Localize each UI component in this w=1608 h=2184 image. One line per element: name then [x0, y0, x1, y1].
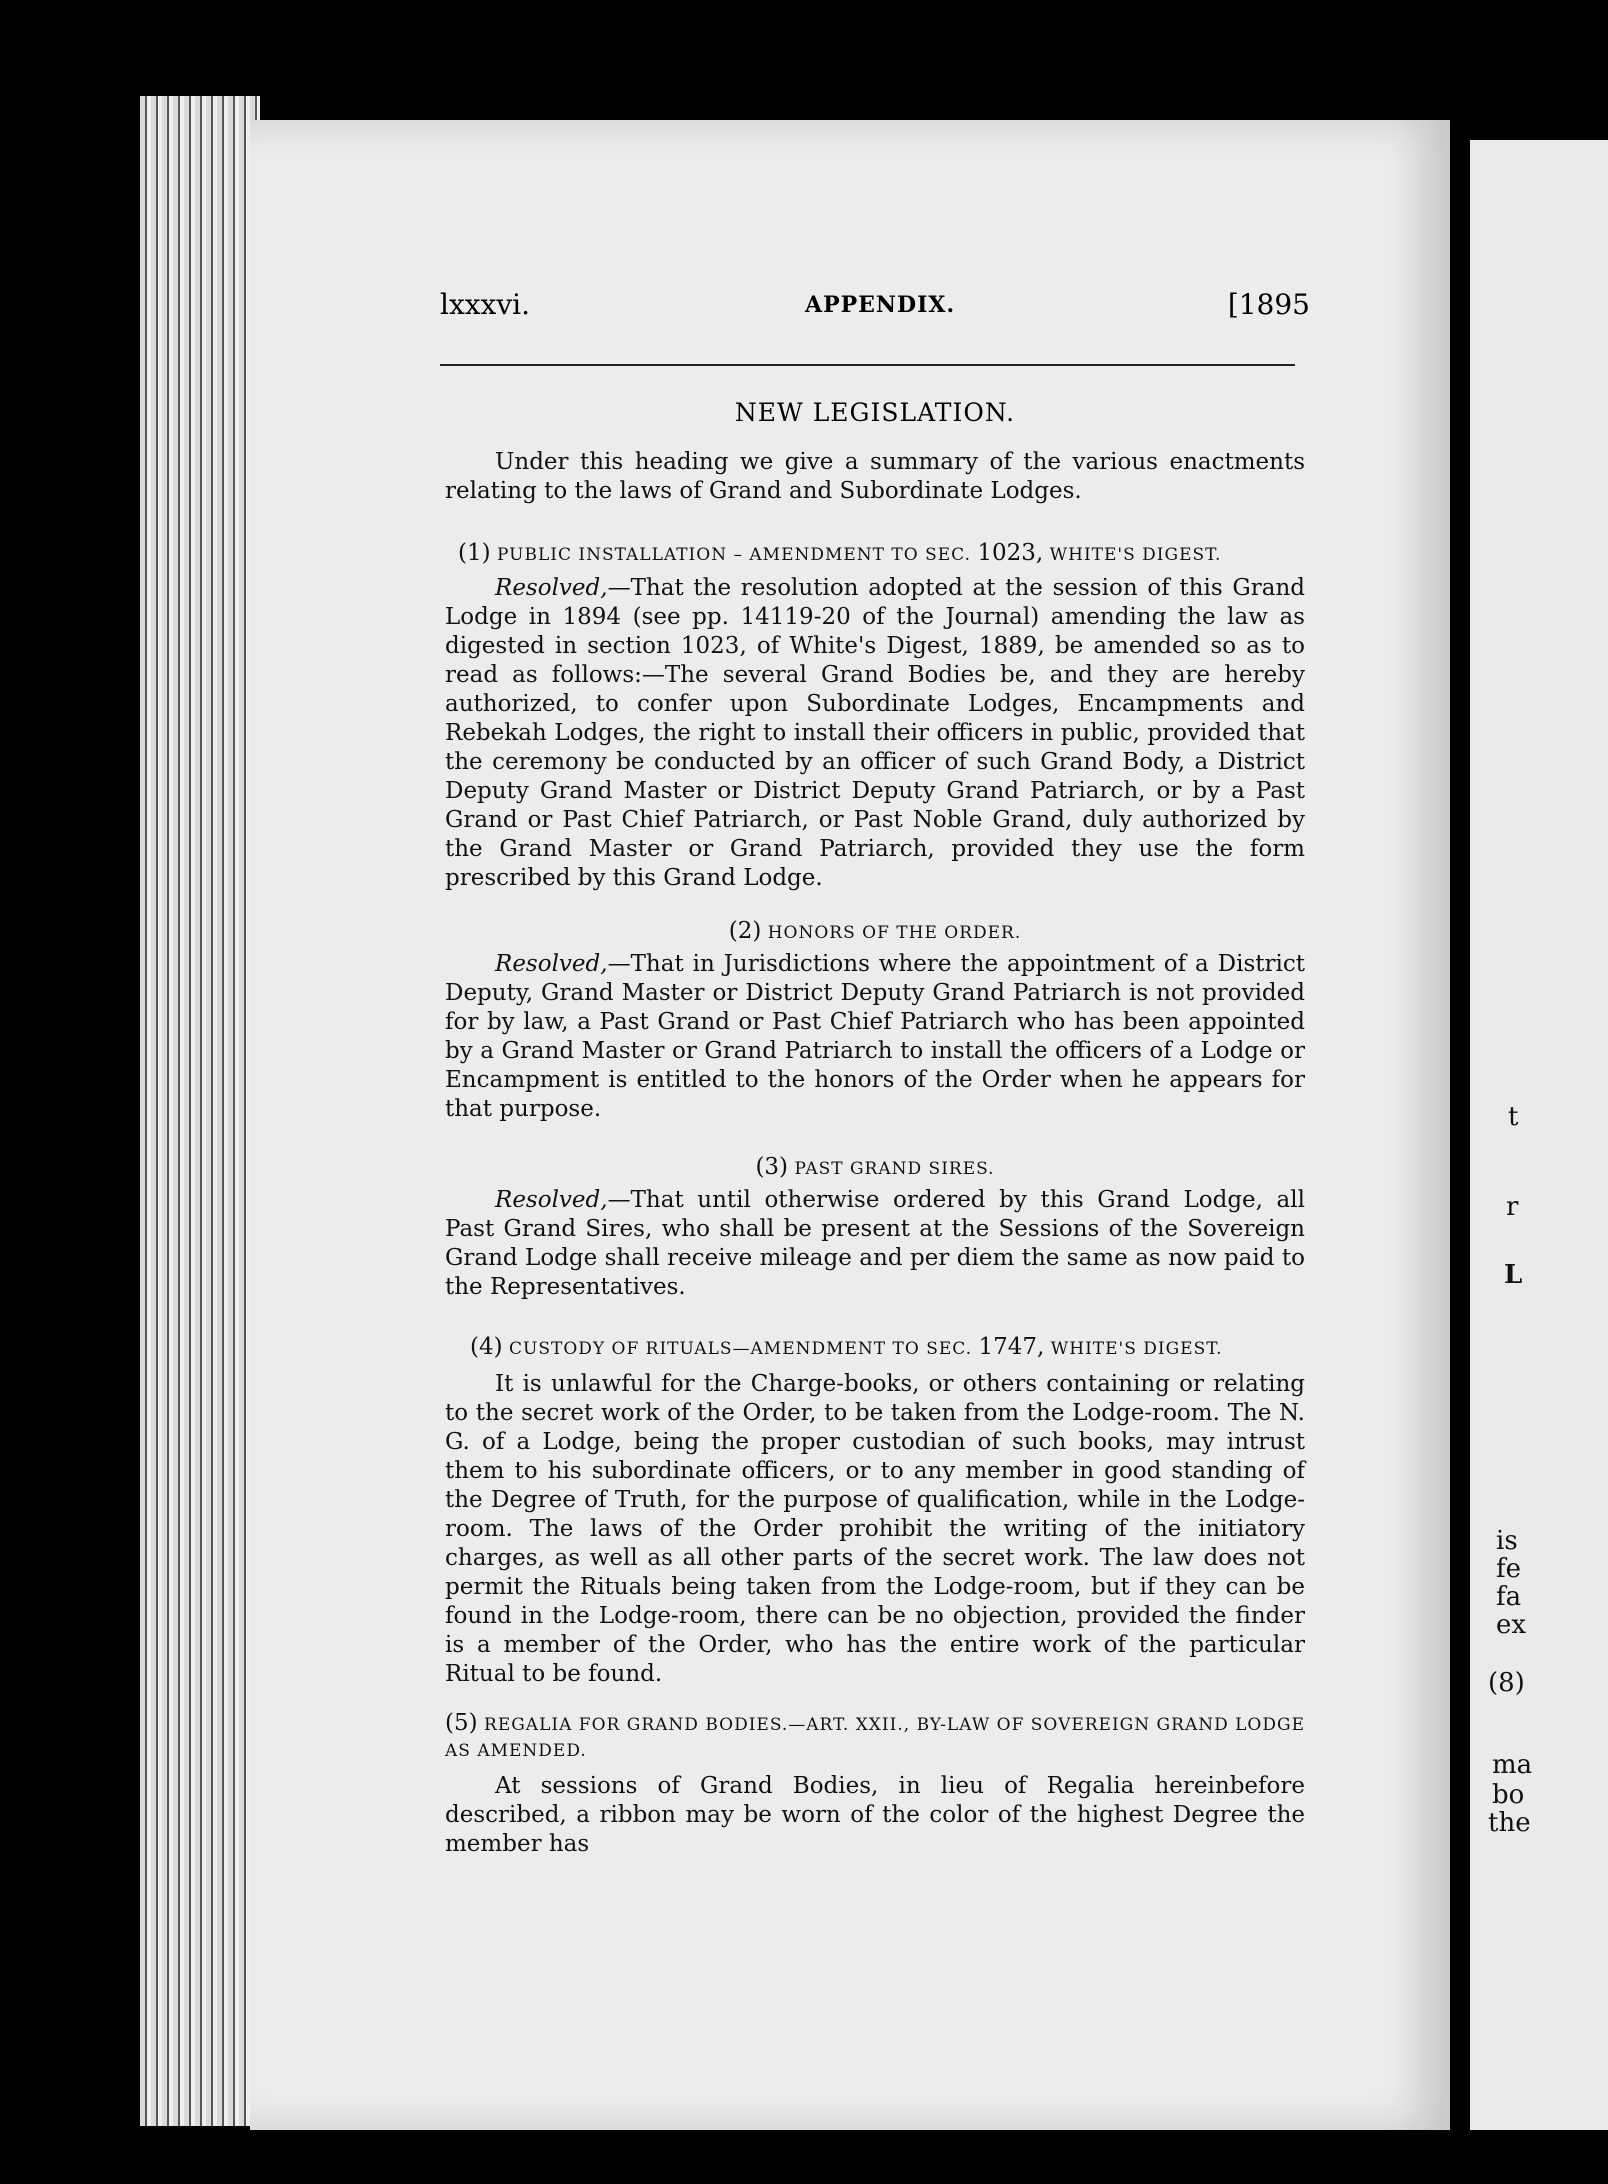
section-heading-5: (5) REGALIA FOR GRAND BODIES.—ART. XXII., BY-LAW OF SOVEREIGN GRAND LODGE AS AMENDED.: [445, 1710, 1305, 1761]
section-heading-2: (2) HONORS OF THE ORDER.: [728, 918, 1022, 944]
facing-page-fragment: bo: [1492, 1780, 1525, 1810]
facing-page-fragment: ex: [1496, 1610, 1527, 1640]
facing-page-fragment: (8): [1488, 1668, 1525, 1698]
facing-page-fragment: r: [1506, 1192, 1519, 1222]
facing-page-fragment: t: [1508, 1102, 1519, 1132]
section-paragraph-1: Resolved,—That the resolution adopted at the session of this Grand Lodge in 1894 (see pp. 14119-20 of the Journal) amending the law as digested in section 1023, of White's Digest, 1889, be amended so as to read as follows:—The several Grand Bodies be, and they are hereby authorized, to confer upon Subordinate Lodges, Encampments and Rebekah Lodges, the right to install their officers in public, provided that the ceremony be conducted by an officer of such Grand Body, a District Deputy Grand Master or District Deputy Grand Patriarch, or by a Past Grand or Past Chief Patriarch, or Past Noble Grand, duly authorized by the Grand Master or Grand Patriarch, provided they use the form prescribed by this Grand Lodge.: [445, 575, 1305, 891]
running-title: APPENDIX.: [805, 292, 956, 318]
facing-page-fragment: fe: [1496, 1554, 1522, 1584]
page-title: NEW LEGISLATION.: [734, 398, 1016, 427]
page-edges: [140, 96, 260, 2126]
facing-page-fragment: ma: [1492, 1750, 1533, 1780]
section-heading-1: (1) PUBLIC INSTALLATION – AMENDMENT TO SEC. 1023, WHITE'S DIGEST.: [458, 540, 1222, 566]
section-paragraph-2: Resolved,—That in Jurisdictions where the appointment of a District Deputy, Grand Master or District Deputy Grand Patriarch is not provided for by law, a Past Grand or Past Chief Patriarch who has been appointed by a Grand Master or Grand Patriarch to install the officers of a Lodge or Encampment is entitled to the honors of the Order when he appears for that purpose.: [445, 951, 1305, 1122]
intro-paragraph: Under this heading we give a summary of the various enactments relating to the laws of Grand and Subordinate Lodges.: [445, 449, 1305, 504]
section-paragraph-3: Resolved,—That until otherwise ordered by this Grand Lodge, all Past Grand Sires, who shall be present at the Sessions of the Sovereign Grand Lodge shall receive mileage and per diem the same as now paid to the Representatives.: [445, 1187, 1305, 1300]
section-paragraph-5: At sessions of Grand Bodies, in lieu of Regalia hereinbefore described, a ribbon may be worn of the color of the highest Degree the member has: [445, 1773, 1305, 1857]
section-heading-4: (4) CUSTODY OF RITUALS—AMENDMENT TO SEC. 1747, WHITE'S DIGEST.: [470, 1334, 1223, 1360]
facing-page-fragment: L: [1504, 1260, 1523, 1290]
page-number: lxxxvi.: [440, 288, 531, 321]
running-header: [440, 288, 1310, 328]
facing-page-fragment: fa: [1496, 1582, 1522, 1612]
section-heading-3: (3) PAST GRAND SIRES.: [755, 1154, 995, 1180]
facing-page-fragment: is: [1496, 1526, 1518, 1556]
facing-page: [1470, 140, 1608, 2130]
header-rule: [440, 364, 1295, 366]
year-marker: [1895: [1227, 288, 1310, 321]
facing-page-fragment: the: [1488, 1808, 1531, 1838]
section-paragraph-4: It is unlawful for the Charge-books, or others containing or relating to the secret work of the Order, to be taken from the Lodge-room. The N. G. of a Lodge, being the proper custodian of such books, may intrust them to his subordinate officers, or to any member in good standing of the Degree of Truth, for the purpose of qualification, while in the Lodge-room. The laws of the Order prohibit the writing of the initiatory charges, as well as all other parts of the secret work. The law does not permit the Rituals being taken from the Lodge-room, but if they can be found in the Lodge-room, there can be no objection, provided the finder is a member of the Order, who has the entire work of the particular Ritual to be found.: [445, 1371, 1305, 1687]
